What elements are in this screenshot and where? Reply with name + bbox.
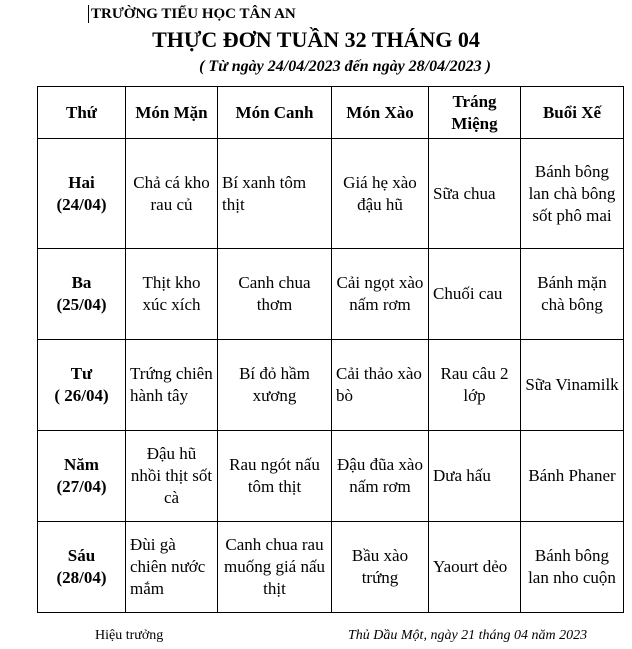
day-cell [38,340,126,431]
cell-mon-canh: Canh chua rau muống giá nấu thịt [218,522,332,613]
cell-mon-xao: Cải ngọt xào nấm rơm [332,249,429,340]
cell-buoi-xe: Bánh bông lan nho cuộn [521,522,624,613]
day-name: Sáu [67,546,96,565]
school-name: TRƯỜNG TIỂU HỌC TÂN AN [88,5,296,23]
day-date: (25/04) [56,295,107,314]
cell-mon-xao: Bầu xào trứng [332,522,429,613]
table-row [38,340,624,431]
place-date: Thủ Dầu Một, ngày 21 tháng 04 năm 2023 [348,628,588,643]
day-name: Năm [64,455,99,474]
cell-mon-canh: Rau ngót nấu tôm thịt [218,431,332,522]
date-range: ( Từ ngày 24/04/2023 đến ngày 28/04/2023 ) [199,58,491,75]
day-date: ( 26/04) [54,386,109,405]
header-trang-mieng: Tráng Miệng [429,87,521,139]
day-date: (28/04) [56,568,107,587]
cell-mon-canh: Bí đỏ hầm xương [218,340,332,431]
cell-mon-man: Đùi gà chiên nước mắm [126,522,218,613]
day-name: Hai [68,172,95,192]
cell-mon-man: Thịt kho xúc xích [126,249,218,340]
header-row [38,87,624,139]
day-cell [38,522,126,613]
day-date: (24/04) [56,194,107,214]
cell-mon-xao: Giá hẹ xào đậu hũ [332,139,429,249]
day-cell [38,431,126,522]
cell-mon-man: Chả cá kho rau củ [126,139,218,249]
table-row [38,431,624,522]
table-row [38,249,624,340]
cell-trang-mieng: Yaourt dẻo [429,522,521,613]
cell-trang-mieng: Sữa chua [429,139,521,249]
cell-mon-canh: Bí xanh tôm thịt [218,139,332,249]
day-cell [38,139,126,249]
header-mon-man: Món Mặn [126,87,218,139]
header-mon-canh: Món Canh [218,87,332,139]
principal-label: Hiệu trưởng [95,628,164,643]
cell-buoi-xe: Bánh Phaner [521,431,624,522]
cell-mon-canh: Canh chua thơm [218,249,332,340]
cell-mon-xao: Đậu đũa xào nấm rơm [332,431,429,522]
table-row [38,139,624,249]
cell-trang-mieng: Rau câu 2 lớp [429,340,521,431]
cell-mon-xao: Cải thảo xào bò [332,340,429,431]
cell-trang-mieng: Dưa hấu [429,431,521,522]
day-cell [38,249,126,340]
cell-trang-mieng: Chuối cau [429,249,521,340]
day-name: Tư [70,364,93,383]
cell-mon-man: Trứng chiên hành tây [126,340,218,431]
menu-table [37,86,624,613]
page-title: THỰC ĐƠN TUẦN 32 THÁNG 04 [152,27,480,52]
cell-buoi-xe: Sữa Vinamilk [521,340,624,431]
day-date: (27/04) [56,477,107,496]
header-buoi-xe: Buổi Xế [521,87,624,139]
table-row [38,522,624,613]
day-name: Ba [71,273,92,292]
header-day: Thứ [38,87,126,139]
cell-mon-man: Đậu hũ nhồi thịt sốt cà [126,431,218,522]
cell-buoi-xe: Bánh mặn chà bông [521,249,624,340]
header-mon-xao: Món Xào [332,87,429,139]
cell-buoi-xe: Bánh bông lan chà bông sốt phô mai [521,139,624,249]
